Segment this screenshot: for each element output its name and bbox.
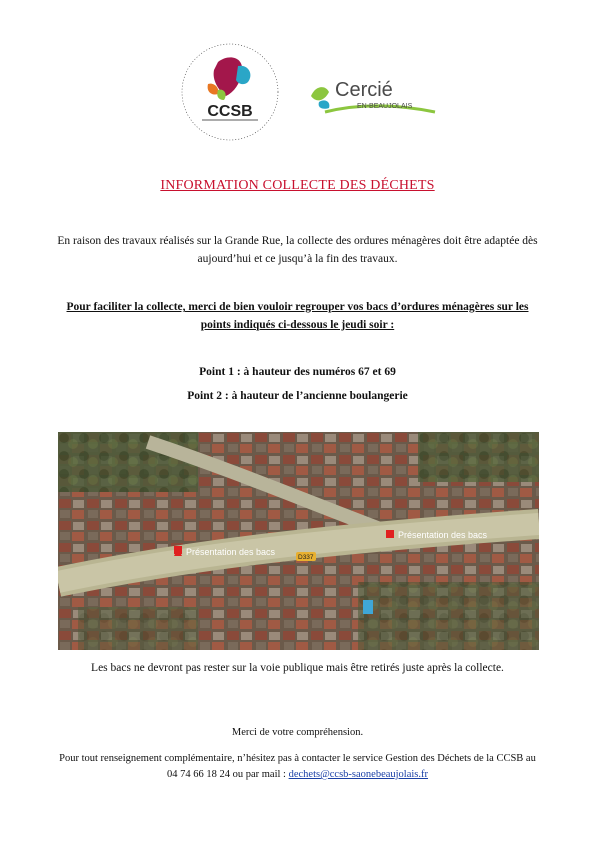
cercie-logo-subtext: EN-BEAUJOLAIS <box>357 103 413 110</box>
instruction-paragraph: Pour faciliter la collecte, merci de bien vouloir regrouper vos bacs d’ordures ménagères sur les points indiqués ci-dessous le jeudi soir : <box>66 301 529 331</box>
point-1: Point 1 : à hauteur des numéros 67 et 69 <box>199 366 396 378</box>
map-marker-1 <box>174 546 276 557</box>
cercie-logo-text: Cercié <box>335 79 393 101</box>
thanks-line: Merci de votre compréhension. <box>231 727 364 738</box>
aerial-map <box>58 432 539 650</box>
ccsb-logo <box>178 40 282 144</box>
ccsb-logo-text: CCSB <box>207 103 253 120</box>
svg-text:D337: D337 <box>298 554 314 561</box>
road-label <box>296 552 316 561</box>
contact-email-link[interactable]: dechets@ccsb-saonebeaujolais.fr <box>288 769 429 780</box>
page-title: INFORMATION COLLECTE DES DÉCHETS <box>160 178 435 193</box>
point-2: Point 2 : à hauteur de l’ancienne boulangerie <box>187 390 408 402</box>
cercie-logo <box>305 72 439 122</box>
warning-paragraph: Les bacs ne devront pas rester sur la voie publique mais être retirés juste après la collecte. <box>91 662 504 674</box>
contact-text: Pour tout renseignement complémentaire, n’hésitez pas à contacter le service Gestion des Déchets de la CCSB au 04 74 66 18 24 ou par mail : <box>59 753 536 780</box>
map-marker-2-label: Présentation des bacs <box>398 530 488 540</box>
map-marker-1-label: Présentation des bacs <box>186 547 276 557</box>
map-marker-2 <box>386 530 488 540</box>
contact-paragraph <box>55 751 540 783</box>
intro-paragraph: En raison des travaux réalisés sur la Grande Rue, la collecte des ordures ménagères doit être adaptée dès aujourd’hui et ce jusqu’à la fin des travaux. <box>57 235 538 265</box>
